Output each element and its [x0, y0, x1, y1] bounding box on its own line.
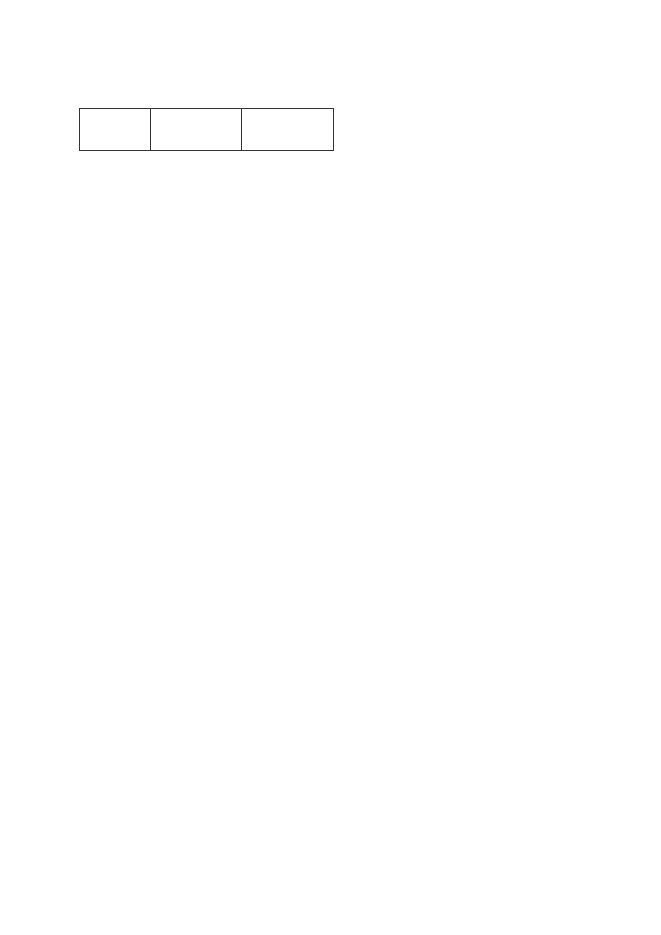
table-header-row	[80, 109, 612, 151]
competence-table	[79, 108, 612, 151]
column-header-component	[80, 109, 151, 151]
column-header-criterion	[151, 109, 242, 151]
column-header-understanding	[242, 109, 334, 151]
